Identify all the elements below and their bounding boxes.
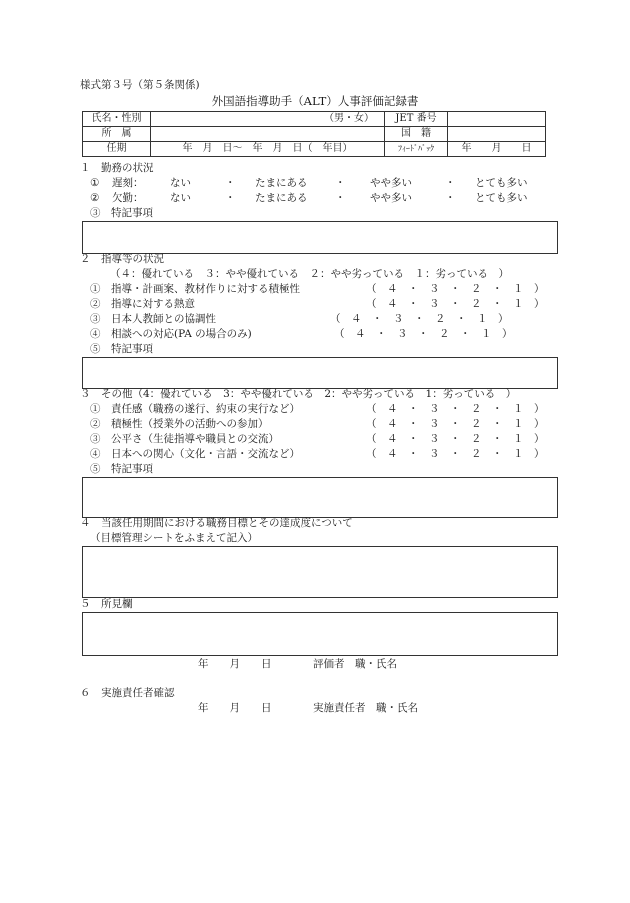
section6-date[interactable]: 年 月 日 (198, 702, 272, 714)
section4-subheading: （目標管理シートをふまえて記入） (90, 532, 258, 544)
name-gender-label: 氏名・性別 (83, 112, 151, 127)
option-separator: ・ (335, 177, 346, 189)
item-number: ① (90, 177, 100, 189)
term-field[interactable]: 年 月 日〜 年 月 日（ 年目） (151, 142, 385, 157)
section3-rating-2[interactable]: （ ４ ・ ３ ・ ２ ・ １ ） (366, 418, 545, 430)
section4-box[interactable] (82, 546, 558, 598)
section2-heading: ２ 指導等の状況 (80, 253, 164, 265)
nationality-field[interactable] (448, 127, 546, 142)
option-6[interactable]: とても多い (475, 177, 528, 189)
option-separator: ・ (225, 192, 236, 204)
section2-item-3: ③ 日本人教師との協調性 (90, 313, 216, 325)
section2-rating-4[interactable]: （ ４ ・ ３ ・ ２ ・ １ ） (334, 328, 513, 340)
section2-scale: （４：優れている ３：やや優れている ２：やや劣っている １：劣っている ） (110, 268, 509, 280)
affiliation-field[interactable] (151, 127, 385, 142)
option-6[interactable]: とても多い (475, 192, 528, 204)
jet-label: JET 番号 (385, 112, 448, 127)
section3-heading: ３ その他（4：優れている 3：やや優れている 2：やや劣っている 1：劣っている ） (80, 388, 517, 400)
option-separator: ・ (335, 192, 346, 204)
section1-notes-label: ③ 特記事項 (90, 207, 153, 219)
section1-item-absence (90, 193, 550, 205)
section2-notes-label: ⑤ 特記事項 (90, 343, 153, 355)
option-separator: ・ (225, 177, 236, 189)
section3-item-4: ④ 日本への関心（文化・言語・交流など） (90, 448, 300, 460)
section5-date[interactable]: 年 月 日 (198, 658, 272, 670)
feedback-date-field[interactable]: 年 月 日 (448, 142, 546, 157)
form-number: 様式第３号（第５条関係) (80, 79, 200, 91)
section6-signer[interactable]: 実施責任者 職・氏名 (313, 702, 418, 714)
item-label: 遅刻： (112, 177, 144, 189)
section3-item-2: ② 積極性（授業外の活動への参加） (90, 418, 269, 430)
gender-options[interactable]: （男・女） (324, 113, 374, 124)
section1-heading: １ 勤務の状況 (80, 162, 154, 174)
term-label: 任期 (83, 142, 151, 157)
section6-heading: ６ 実施責任者確認 (80, 687, 175, 699)
option-4[interactable]: やや多い (370, 192, 412, 204)
header-row-name (83, 112, 546, 127)
section3-item-1: ① 責任感（職務の遂行、約束の実行など） (90, 403, 300, 415)
section2-item-1: ① 指導・計画案、教材作りに対する積極性 (90, 283, 300, 295)
option-2[interactable]: たまにある (255, 192, 308, 204)
section2-notes-box[interactable] (82, 357, 558, 389)
section1-item-lateness (90, 178, 550, 190)
section2-item-4: ④ 相談への対応(PA の場合のみ) (90, 328, 252, 340)
section3-notes-box[interactable] (82, 477, 558, 518)
section5-heading: ５ 所見欄 (80, 598, 133, 610)
section2-rating-1[interactable]: （ ４ ・ ３ ・ ２ ・ １ ） (366, 283, 545, 295)
option-2[interactable]: たまにある (255, 177, 308, 189)
section3-rating-3[interactable]: （ ４ ・ ３ ・ ２ ・ １ ） (366, 433, 545, 445)
section1-notes-box[interactable] (82, 221, 558, 254)
jet-field[interactable] (448, 112, 546, 127)
section3-rating-4[interactable]: （ ４ ・ ３ ・ ２ ・ １ ） (366, 448, 545, 460)
item-label: 欠勤： (112, 192, 144, 204)
section3-item-3: ③ 公平さ（生徒指導や職員との交流） (90, 433, 279, 445)
section4-heading: ４ 当該任用期間における職務目標とその達成度について (80, 517, 353, 529)
item-number: ② (90, 192, 100, 204)
section2-rating-2[interactable]: （ ４ ・ ３ ・ ２ ・ １ ） (366, 298, 545, 310)
feedback-label: ﾌｨｰﾄﾞﾊﾞｯｸ (385, 142, 448, 157)
option-separator: ・ (445, 192, 456, 204)
header-table (82, 111, 546, 157)
affiliation-label: 所 属 (83, 127, 151, 142)
header-row-term (83, 142, 546, 157)
section2-rating-3[interactable]: （ ４ ・ ３ ・ ２ ・ １ ） (330, 313, 509, 325)
section3-rating-1[interactable]: （ ４ ・ ３ ・ ２ ・ １ ） (366, 403, 545, 415)
section5-signer[interactable]: 評価者 職・氏名 (313, 658, 397, 670)
option-0[interactable]: ない (170, 192, 191, 204)
name-gender-field[interactable] (151, 112, 385, 127)
section5-box[interactable] (82, 612, 558, 656)
section2-item-2: ② 指導に対する熱意 (90, 298, 195, 310)
option-0[interactable]: ない (170, 177, 191, 189)
document-title: 外国語指導助手（ALT）人事評価記録書 (211, 94, 419, 108)
header-row-affiliation (83, 127, 546, 142)
section3-notes-label: ⑤ 特記事項 (90, 463, 153, 475)
option-separator: ・ (445, 177, 456, 189)
option-4[interactable]: やや多い (370, 177, 412, 189)
nationality-label: 国 籍 (385, 127, 448, 142)
